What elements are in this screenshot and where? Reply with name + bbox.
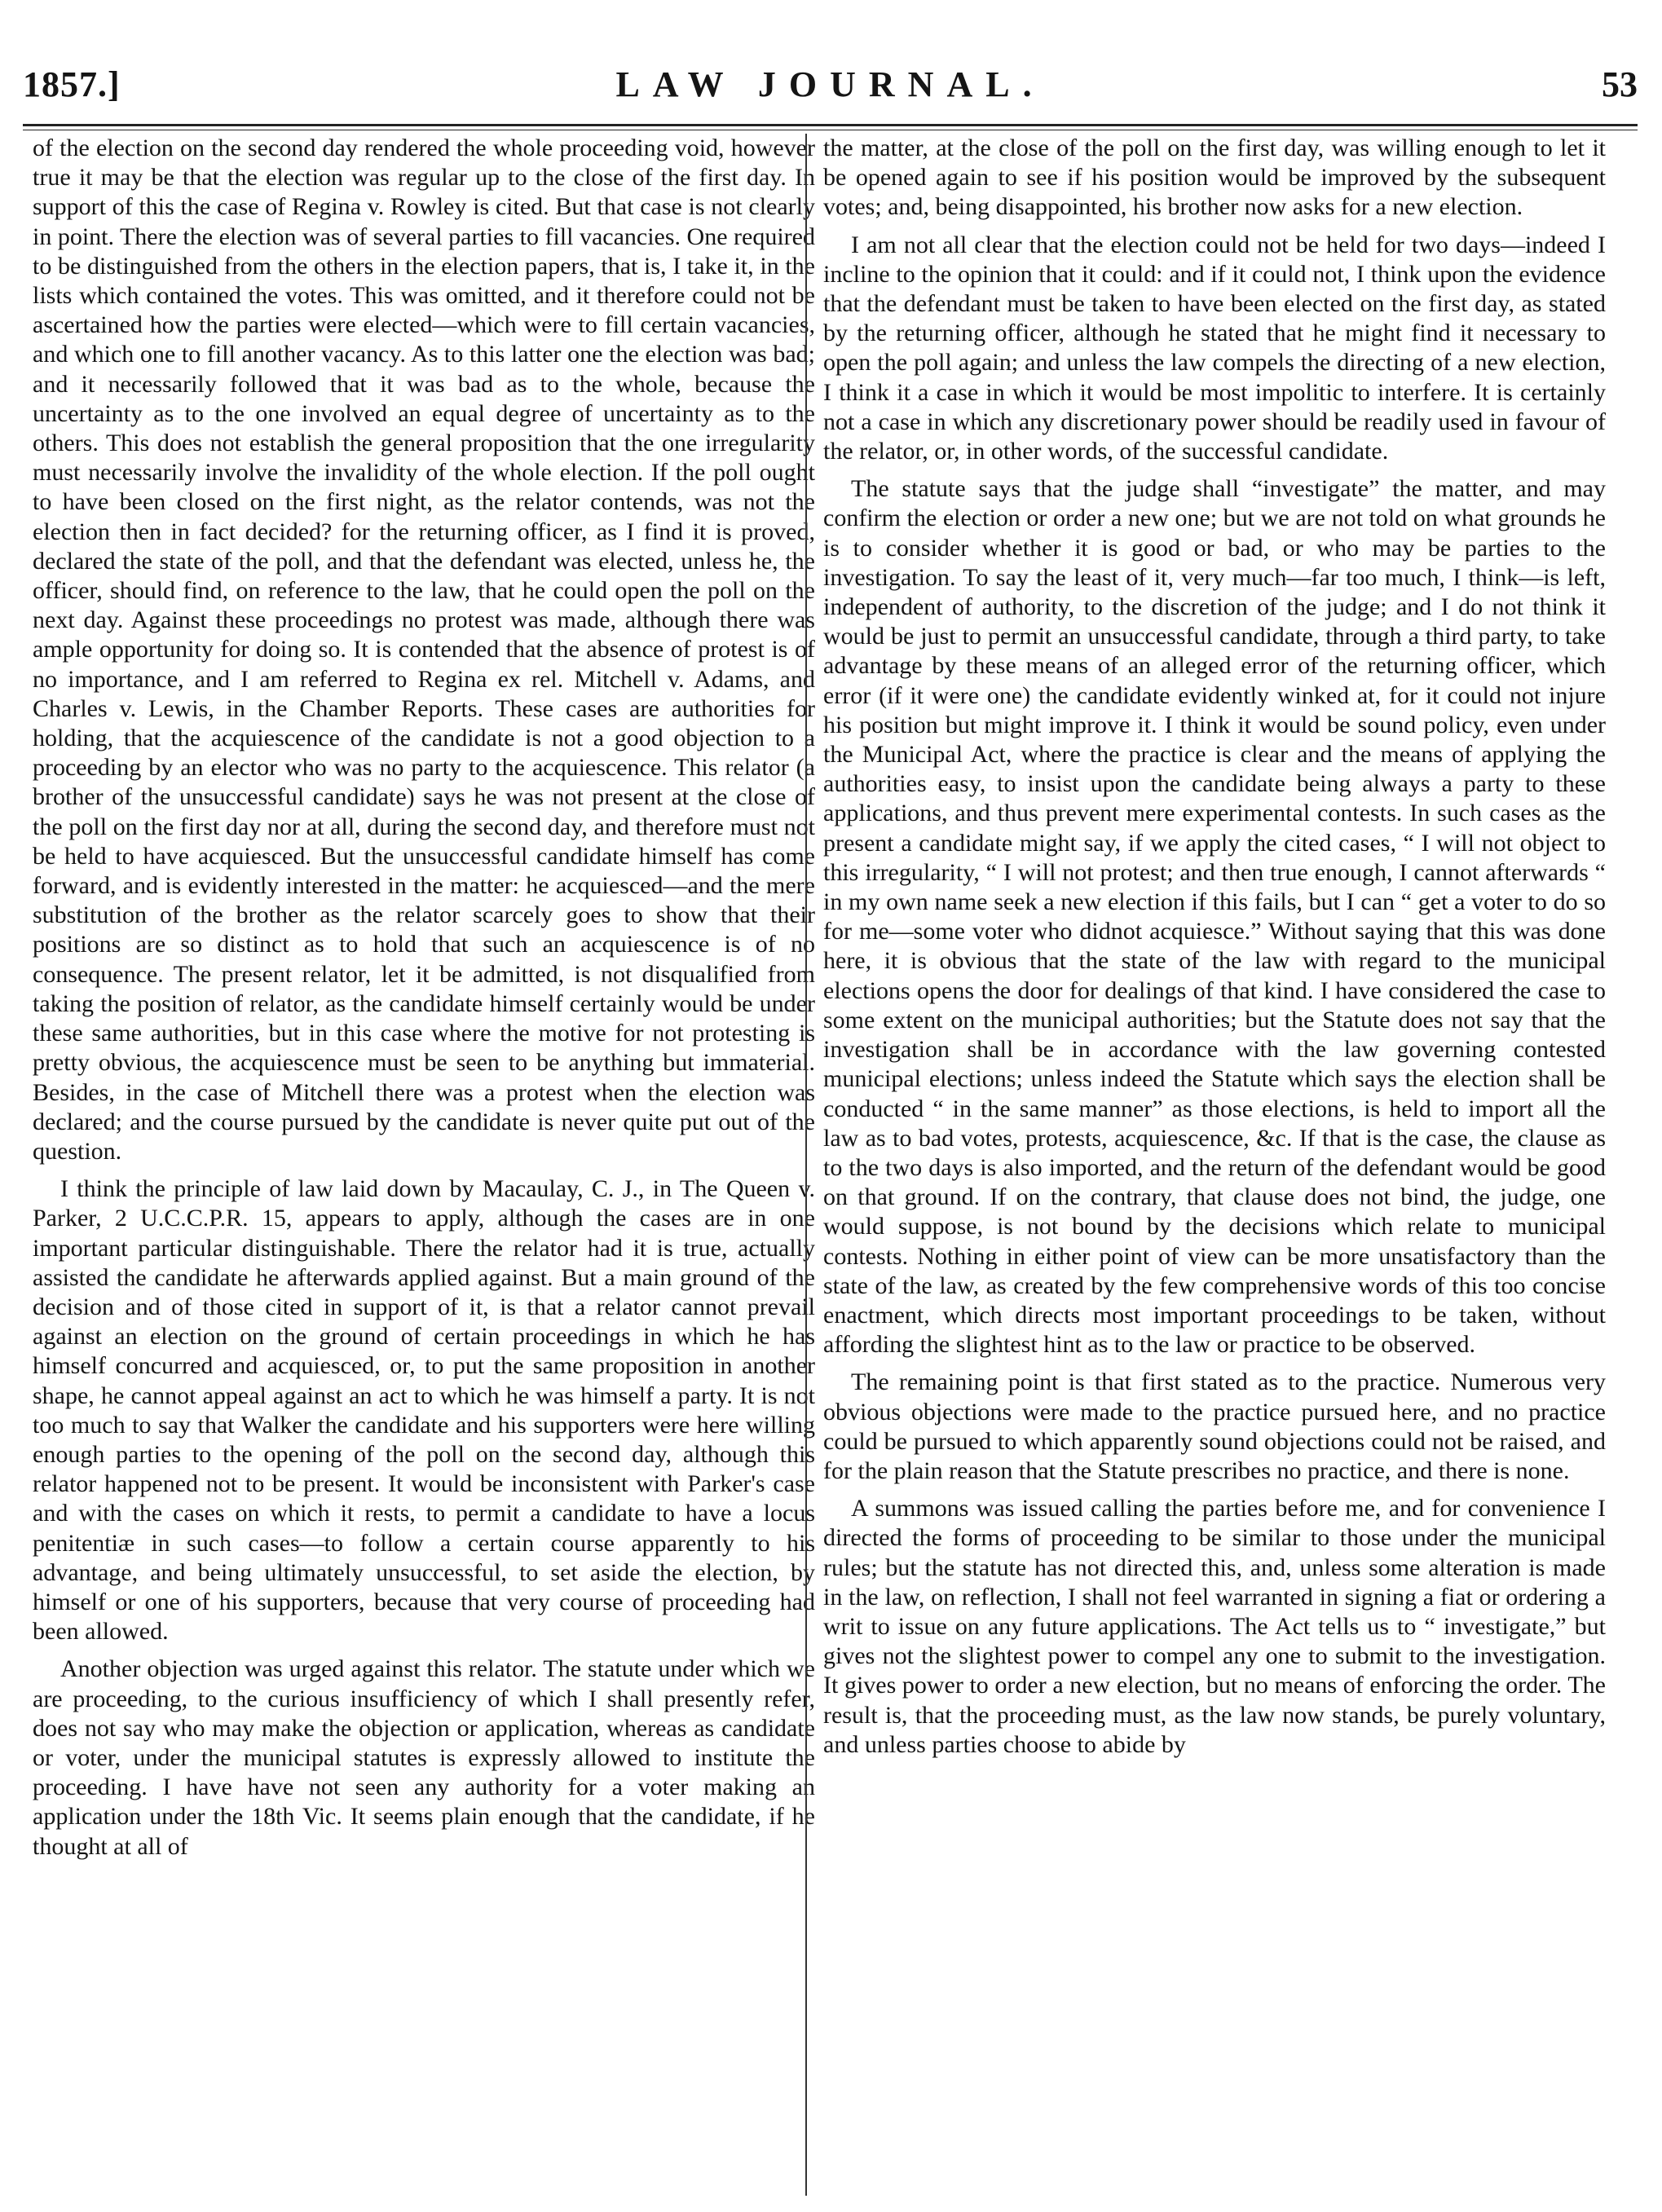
header-rule	[23, 124, 1638, 130]
paragraph: Another objection was urged against this relator. The statute under which we are proceeding, to the curious insufficiency of which I shall presently refer, does not say who may make the objection or application, whereas as candidate or voter, under the municipal statutes is expressly allowed to institute the proceeding. I have have not seen any authority for a voter making an application under the 18th Vic. It seems plain enough that the candidate, if he thought at all of	[33, 1655, 815, 1860]
paragraph: The statute says that the judge shall “investigate” the matter, and may confirm the election or order a new one; but we are not told on what grounds he is to consider whether it is good or bad, or who may be parties to the investigation. To say the least of it, very much—far too much, I think—is left, independent of authority, to the discretion of the judge; and I do not think it would be just to permit an unsuccessful candidate, through a third party, to take advantage by these means of an alleged error of the returning officer, which error (if it were one) the candidate evidently winked at, for it could not injure his position but might improve it. I think it would be sound policy, even under the Municipal Act, where the practice is clear and the means of applying the authorities easy, to insist upon the candidate being always a party to these applications, and thus prevent mere experimental contests. In such cases as the present a candidate might say, if we apply the cited cases, “ I will not object to this irregularity, “ I will not protest; and then true enough, I cannot afterwards “ in my own name seek a new election if this fails, but I can “ get a voter to do so for me—some voter who didnot acquiesce.” Without saying that this was done here, it is obvious that the state of the law with regard to the municipal elections opens the door for dealings of that kind. I have considered the case to some extent on the municipal authorities; but the Statute does not say that the investigation shall be in accordance with the law governing contested municipal elections; unless indeed the Statute which says the election shall be conducted “ in the same manner” as those elections, is held to import all the law as to bad votes, protests, acquiescence, &c. If that is the case, the clause as to the two days is also imported, and the return of the defendant would be good on that ground. If on the contrary, that clause does not bind, the judge, one would suppose, is not bound by the decisions which relate to municipal contests. Nothing in either point of view can be more unsatisfactory than the state of the law, as created by the few comprehensive words of this too concise enactment, which directs most important proceedings to be taken, without affording the slightest hint as to the law or practice to be observed.	[823, 475, 1606, 1359]
left-column	[33, 134, 815, 1870]
paragraph: I am not all clear that the election could not be held for two days—indeed I incline to the opinion that it could: and if it could not, I think upon the evidence that the defendant must be taken to have been elected on the first day, as stated by the returning officer, although he stated that he might find it necessary to open the poll again; and unless the law compels the directing of a new election, I think it a case in which it would be most impolitic to interfere. It is certainly not a case in which any discretionary power should be readily used in favour of the relator, or, in other words, of the successful candidate.	[823, 231, 1606, 465]
paragraph: the matter, at the close of the poll on the first day, was willing enough to let it be opened again to see if his position would be improved by the subsequent votes; and, being disappointed, his brother now asks for a new election.	[823, 134, 1606, 221]
right-column	[823, 134, 1606, 1768]
paragraph: of the election on the second day rendered the whole proceeding void, however true it may be that the election was regular up to the close of the first day. In support of this the case of Regina v. Rowley is cited. But that case is not clearly in point. There the election was of several parties to fill vacancies. One required to be distinguished from the others in the election papers, that is, I take it, in the lists which contained the votes. This was omitted, and it therefore could not be ascertained how the parties were elected—which were to fill certain vacancies, and which one to fill another vacancy. As to this latter one the election was bad; and it necessarily followed that it was bad as to the whole, because the uncertainty as to the one involved an equal degree of uncertainty as to the others. This does not establish the general proposition that the one irregularity must necessarily involve the invalidity of the whole election. If the poll ought to have been closed on the first night, as the relator contends, was not the election then in fact decided? for the returning officer, as I find it is proved, declared the state of the poll, and that the defendant was elected, unless he, the officer, should find, on reference to the law, that he could open the poll on the next day. Against these proceedings no protest was made, although there was ample opportunity for doing so. It is contended that the absence of protest is of no importance, and I am referred to Regina ex rel. Mitchell v. Adams, and Charles v. Lewis, in the Chamber Reports. These cases are authorities for holding, that the acquiescence of the candidate is not a good objection to a proceeding by an elector who was no party to the acquiescence. This relator (a brother of the unsuccessful candidate) says he was not present at the close of the poll on the first day nor at all, during the second day, and therefore must not be held to have acquiesced. But the unsuccessful candidate himself has come forward, and is evidently interested in the matter: he acquiesced—and the mere substitution of the brother as the relator scarcely goes to show that their positions are so distinct as to hold that such an acquiescence is of no consequence. The present relator, let it be admitted, is not disqualified from taking the position of relator, as the candidate himself certainly would be under these same authorities, but in this case where the motive for not protesting is pretty obvious, the acquiescence must be seen to be anything but immaterial. Besides, in the case of Mitchell there was a protest when the election was declared; and the course pursued by the candidate is never quite put out of the question.	[33, 134, 815, 1165]
journal-title: LAW JOURNAL.	[615, 64, 1045, 104]
paragraph: A summons was issued calling the parties before me, and for convenience I directed the forms of proceeding to be similar to those under the municipal rules; but the statute has not directed this, and, unless some alteration is made in the law, on reflection, I shall not feel warranted in signing a fiat or ordering a writ to issue on any future applications. The Act tells us to “ investigate,” but gives not the slightest power to compel any one to submit to the investigation. It gives power to order a new election, but no means of enforcing the order. The result is, that the proceeding must, as the law now stands, be purely voluntary, and unless parties choose to abide by	[823, 1495, 1606, 1758]
column-divider	[805, 134, 807, 2196]
page-number: 53	[1602, 64, 1638, 104]
running-head	[23, 64, 1638, 112]
paragraph: The remaining point is that first stated as to the practice. Numerous very obvious objections were made to the practice pursued here, and no practice could be pursued to which apparently sound objections could not be raised, and for the plain reason that the Statute prescribes no practice, and there is none.	[823, 1368, 1606, 1484]
paragraph: I think the principle of law laid down by Macaulay, C. J., in The Queen v. Parker, 2 U.C.C.P.R. 15, appears to apply, although the cases are in one important particular distinguishable. There the relator had it is true, actually assisted the candidate he afterwards applied against. But a main ground of the decision and of those cited in support of it, is that a relator cannot prevail against an election on the ground of certain proceedings in which he has himself concurred and acquiesced, or, to put the same proposition in another shape, he cannot appeal against an act to which he was himself a party. It is not too much to say that Walker the candidate and his supporters were here willing enough parties to the opening of the poll on the second day, although this relator happened not to be present. It would be inconsistent with Parker's case and with the cases on which it rests, to permit a candidate to have a locus penitentiæ in such cases—to follow a certain course apparently to his advantage, and being ultimately unsuccessful, to set aside the election, by himself or one of his supporters, because that very course of proceeding had been allowed.	[33, 1175, 815, 1646]
header-year: 1857.]	[23, 64, 121, 104]
